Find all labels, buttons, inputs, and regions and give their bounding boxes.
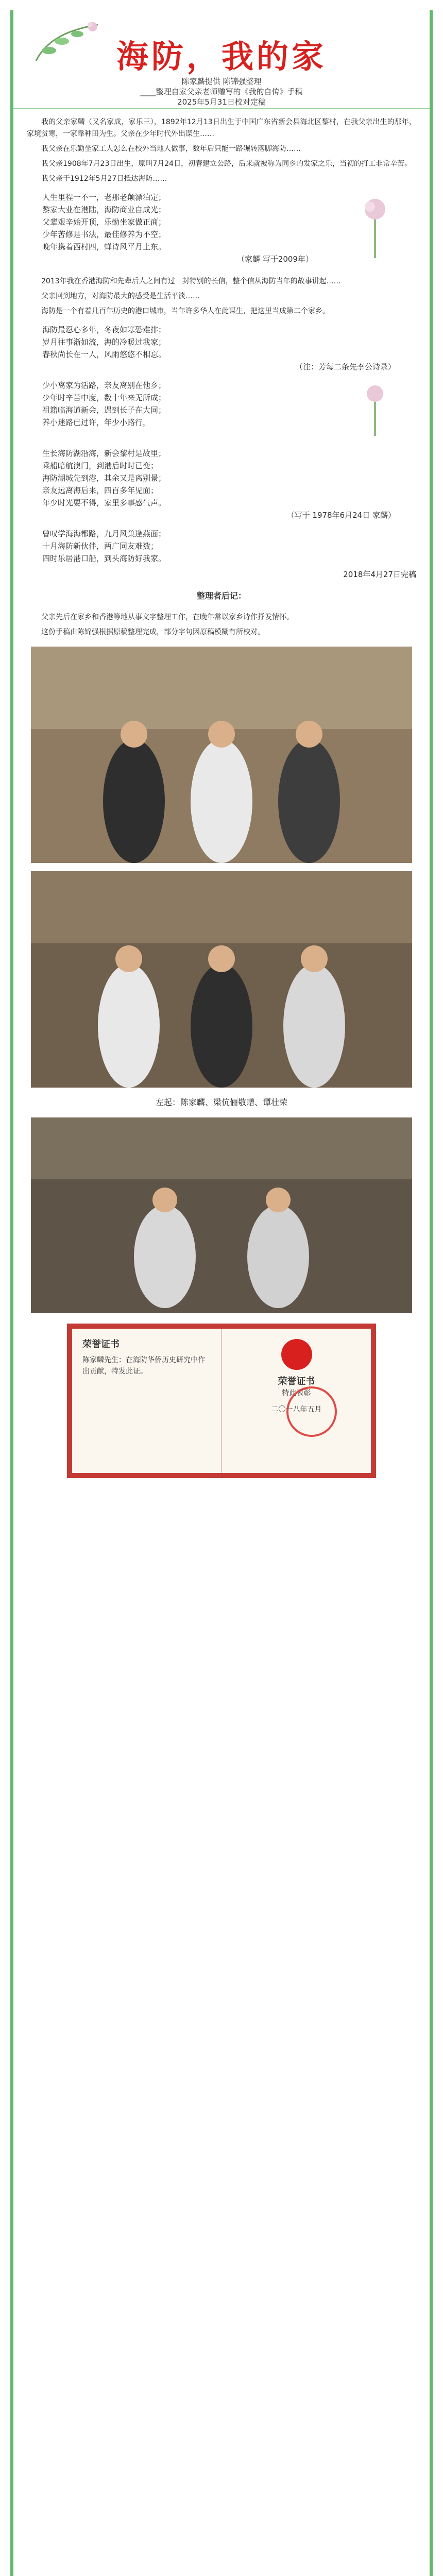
author-line: 陈家麟提供 陈锦强整理 [181,77,262,86]
poem-signoff: （注：芳每二条先李公诗录） [295,362,396,371]
paragraph: 我父亲于1912年5月27日抵达海防…… [41,175,167,183]
poem-line: 春秋尚长在一人，风雨悠悠不相忘。 [42,350,166,359]
paragraph: 我父亲在乐勤坐家工人怎么在校外当地人做事，数年后只能一路辗转落脚海防…… [41,145,301,153]
poem-line: 人生里程一不一，老那老颠漂泊定； [42,193,166,202]
subtitle-line: ____整理自家父亲老师赠写的《我的自传》手稿 [140,87,303,96]
certificate-left [72,1329,221,1473]
poem-line: 岁月往事渐如流，海的冷暖过我家； [42,337,166,347]
header-band [13,10,430,109]
poem-signoff: （家麟 写于2009年） [237,255,313,264]
poem-row-4 [13,444,430,524]
paragraph: 我父亲1908年7月23日出生，原叫7月24日，初春建立公路，后来就被称为同乡的发家之乐，当初的打工非常辛苦。 [41,160,412,168]
closing-date: 2018年4月27日完稿 [343,570,416,579]
photo-group-1 [31,647,412,863]
photo-group-2 [31,871,412,1088]
page-title: 海防，我的家 [116,38,327,75]
flower-decoration-icon [26,20,108,73]
poem-line: 少年苦修是书法，最佳修养为不空； [42,230,166,239]
certificate-right-title: 荣誉证书 [278,1376,315,1387]
flower-art [334,191,416,263]
poem-line: 乘船暗航澳门，到港后时时已变； [42,461,159,470]
poem-line: 少小离家为活路，亲友离别在他乡； [42,381,166,390]
poem-row-1 [13,188,430,268]
poem-block [27,447,416,521]
seal-icon [286,1386,337,1437]
intro-text [13,109,430,185]
flower-art [334,379,416,441]
poem-line: 父辈艰辛始开顶，乐勤坐家做正商； [42,217,166,227]
poem-line: 亲友远离海后来，四百多年见面； [42,486,159,495]
paragraph: 2013年我在香港海防和先辈后人之间有过一封特别的长信，整个信从海防当年的故事讲起…… [41,277,341,285]
date-line: 2025年5月31日校对定稿 [177,97,266,107]
poem-signoff: （写于 1978年6月24日 家麟） [286,511,396,520]
certificate-left-title: 荣誉证书 [82,1339,120,1350]
poem-line: 养小迷路已过许，年少小路行， [42,418,151,427]
paragraph: 这份手稿由陈锦强根据原稿整理完成，部分字句因原稿模糊有所校对。 [41,628,265,636]
poem-line: 海防湖城先到港，其余又是离别景； [42,473,166,483]
poem-block [27,191,334,265]
paragraph: 父亲回到地方，对海防最大的感受是生活平淡…… [41,292,200,300]
poem-line: 曾叹学海海都路，九月风巢逢燕面； [42,529,166,538]
poem-row-3 [13,376,430,444]
poem-block [27,324,416,373]
page-frame [10,10,433,2576]
certificate-left-text: 陈家麟先生：在海防华侨历史研究中作出贡献，特发此证。 [82,1356,205,1376]
middle-text [13,268,430,317]
badge-icon [281,1339,312,1370]
paragraph: 我的父亲家麟（又名家成，家乐三），1892年12月13日出生于中国广东省新会县海北区黎村，在我父亲出生的那年，家境贫寒，一家靠种田为生。父亲在少年时代外出谋生…… [27,118,416,138]
poem-line: 海防最忍心多年，冬夜如寒恐难排； [42,325,166,334]
poem-line: 四时乐居港口船，到头海防好我家。 [42,554,166,563]
notes-title: 整理者后记： [196,591,246,601]
poem-block [27,528,416,565]
poem-line: 少年时辛苦中度，数十年来无所成； [42,393,166,402]
poem-row-2 [13,320,430,376]
poem-block [27,379,334,429]
paragraph: 父亲先后在家乡和香港等地从事文字整理工作，在晚年常以家乡诗作抒发情怀。 [41,613,294,621]
meta-info [13,76,430,107]
certificate-right-text: 特此表彰 [282,1389,311,1397]
certificate-date: 二〇一八年五月 [271,1405,322,1414]
poem-row-5 [13,524,430,568]
poem-line: 晚年携着西村四，蝉诗风平月上东。 [42,242,166,251]
photo-caption: 左起：陈家麟、梁伉俪敬赠、谭壮荣 [155,1097,287,1107]
poem-line: 年少时光要不得，家里多事感气声。 [42,498,166,507]
certificate-wrapper [13,1324,430,1478]
notes-text [13,604,430,638]
photo-group-3 [31,1117,412,1313]
poem-line: 祖籍临海道新会，遇到长子在大同； [42,405,166,415]
poem-line: 黎家大业在港陆，海防商业自成光； [42,205,166,214]
poem-line: 十月海防新伙伴，两广同友难数； [42,541,159,551]
poem-line: 生长海防湖沿海，新会黎村是故里； [42,449,166,458]
paragraph: 海防是一个有着几百年历史的港口城市，当年许多华人在此谋生，把这里当成第二个家乡。 [41,307,330,315]
